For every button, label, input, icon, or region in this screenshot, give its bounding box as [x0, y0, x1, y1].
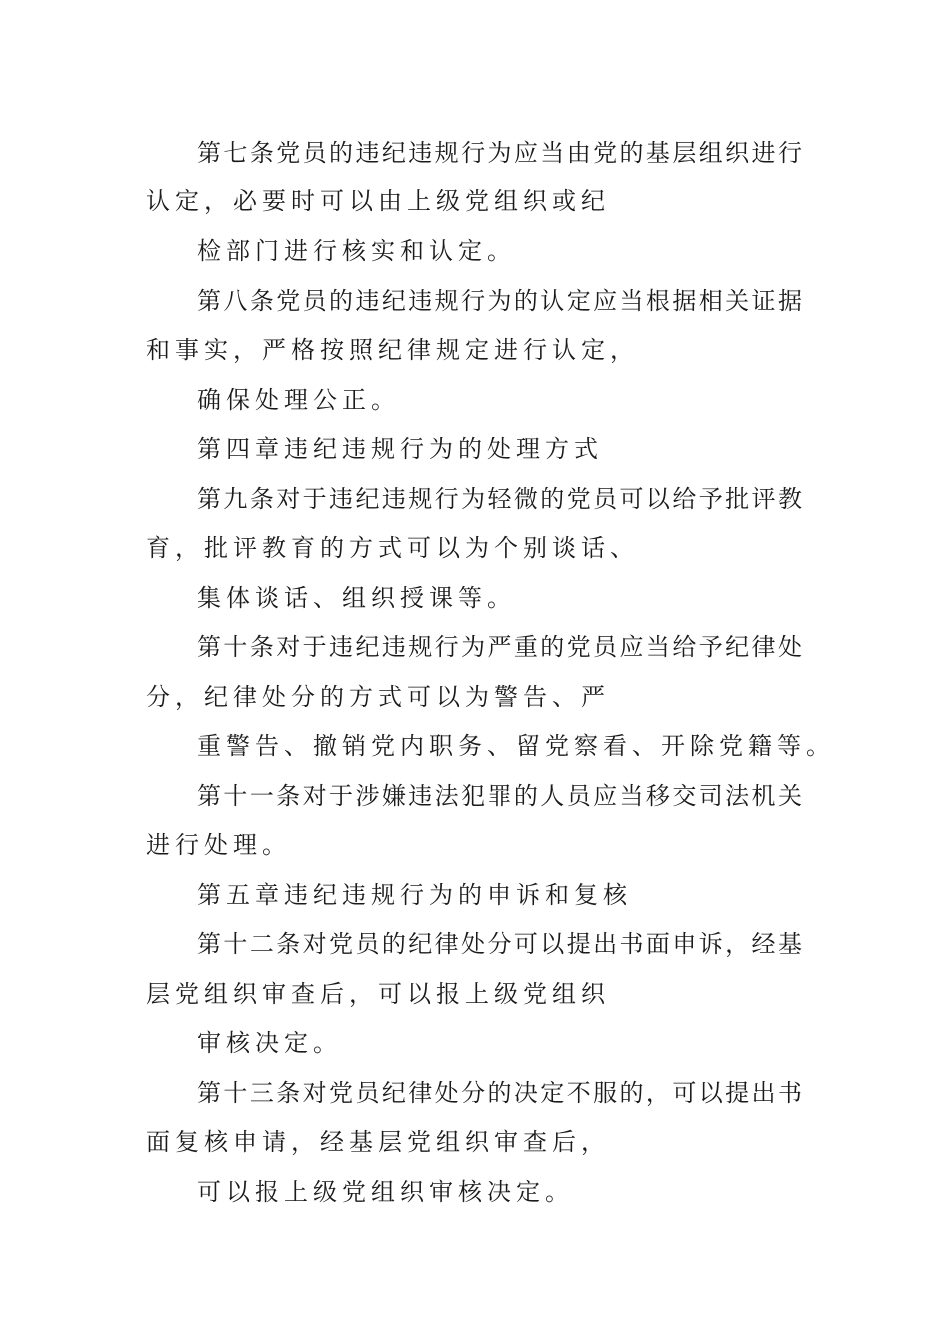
text-line: 第 八 条 党 员 的 违 纪 违 规 行 为 的 认 定 应 当 根 据 相 关 证 据	[197, 287, 802, 315]
text-line: 第 十 三 条 对 党 员 纪 律 处 分 的 决 定 不 服 的 ， 可 以 提 出 书	[197, 1079, 802, 1107]
text-line: 面复核申请，经基层党组织审查后，	[146, 1128, 610, 1156]
chapter-heading: 第四章违纪违规行为的处理方式	[197, 435, 603, 463]
text-line: 集体谈话、组织授课等。	[197, 584, 516, 612]
text-line: 进行处理。	[146, 831, 291, 859]
text-line: 第 十 一 条 对 于 涉 嫌 违 法 犯 罪 的 人 员 应 当 移 交 司 法 机 关	[197, 782, 802, 810]
text-line: 第 十 条 对 于 违 纪 违 规 行 为 严 重 的 党 员 应 当 给 予 纪 律 处	[197, 633, 802, 661]
text-line: 层党组织审查后，可以报上级党组织	[146, 980, 610, 1008]
text-line: 检部门进行核实和认定。	[197, 237, 516, 265]
chapter-heading: 第五章违纪违规行为的申诉和复核	[197, 881, 632, 909]
text-line: 可以报上级党组织审核决定。	[197, 1178, 574, 1206]
text-line: 第 十 二 条 对 党 员 的 纪 律 处 分 可 以 提 出 书 面 申 诉 ， 经 基	[197, 930, 802, 958]
text-line: 确保处理公正。	[197, 386, 400, 414]
text-line: 审核决定。	[197, 1029, 342, 1057]
text-line: 第 九 条 对 于 违 纪 违 规 行 为 轻 微 的 党 员 可 以 给 予 批 评 教	[197, 485, 802, 513]
text-line: 认定，必要时可以由上级党组织或纪	[146, 187, 610, 215]
text-line: 育，批评教育的方式可以为个别谈话、	[146, 534, 639, 562]
text-line: 和事实，严格按照纪律规定进行认定，	[146, 336, 639, 364]
text-line: 第 七 条 党 员 的 违 纪 违 规 行 为 应 当 由 党 的 基 层 组 织 进 行	[197, 139, 802, 167]
text-line: 重警告、撤销党内职务、留党察看、开除党籍等。	[197, 732, 835, 760]
text-line: 分，纪律处分的方式可以为警告、严	[146, 683, 610, 711]
